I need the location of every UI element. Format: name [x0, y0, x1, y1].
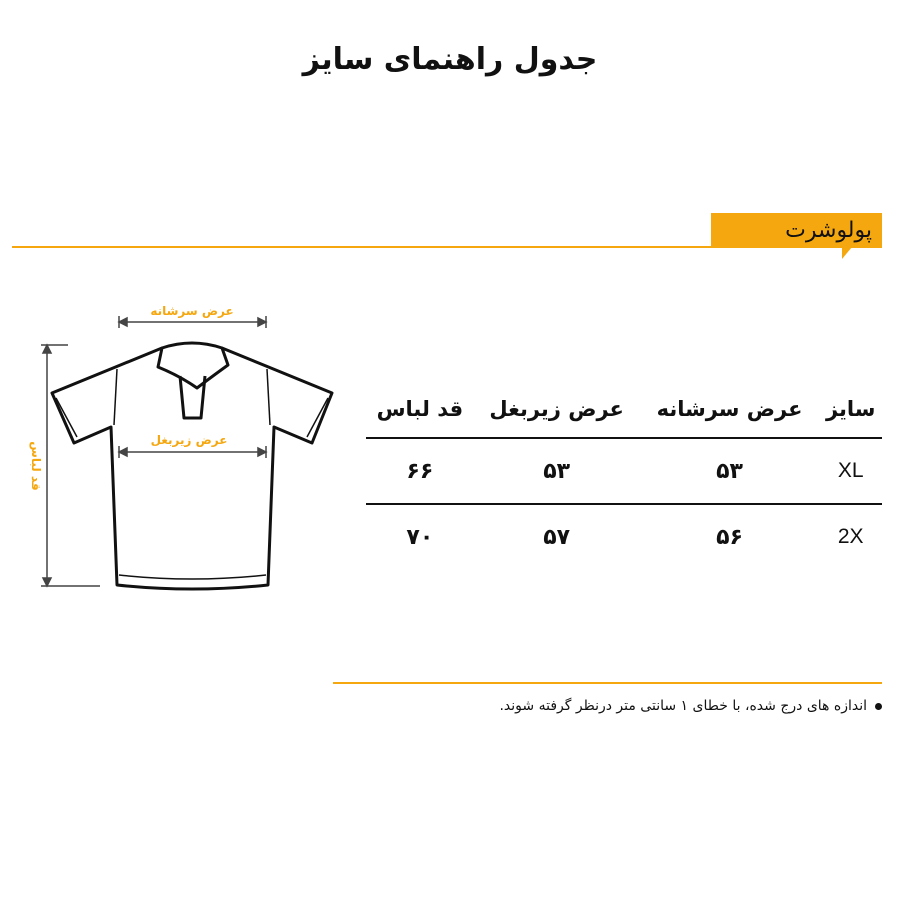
page-title: جدول راهنمای سایز — [302, 42, 598, 77]
length-arrow — [41, 345, 100, 586]
size-cell: XL — [819, 438, 882, 504]
bullet-icon — [875, 703, 882, 710]
size-cell: 2X — [837, 525, 864, 548]
chest-cell: ۵۳ — [474, 438, 640, 504]
shoulder-cell: ۵۳ — [640, 438, 820, 504]
note — [499, 698, 882, 714]
chest-cell: ۵۷ — [543, 524, 571, 550]
header-length: قد لباس — [366, 380, 474, 438]
polo-shirt-diagram — [0, 290, 360, 610]
note-text: اندازه های درج شده، با خطای ۱ سانتی متر درنظر گرفته شوند. — [499, 698, 867, 714]
table-row — [366, 504, 882, 569]
length-cell: ۷۰ — [406, 524, 434, 550]
shoulder-cell: ۵۶ — [716, 524, 743, 550]
shoulder-width-label: عرض سرشانه — [150, 304, 234, 318]
chest-width-arrow — [119, 446, 266, 458]
header-shoulder: عرض سرشانه — [640, 380, 820, 438]
length-label: قد لباس — [29, 441, 43, 491]
length-cell: ۶۶ — [366, 438, 474, 504]
shirt-outline — [52, 343, 332, 589]
section-tab — [711, 213, 882, 248]
header-size: سایز — [819, 380, 882, 438]
size-table — [366, 380, 882, 569]
section-tab-label: پولوشرت — [785, 218, 872, 243]
table-header-row — [366, 380, 882, 438]
header-chest: عرض زیربغل — [474, 380, 640, 438]
note-divider — [333, 682, 882, 684]
chest-width-label: عرض زیربغل — [150, 433, 228, 447]
table-row — [366, 438, 882, 504]
tab-notch — [842, 247, 852, 259]
